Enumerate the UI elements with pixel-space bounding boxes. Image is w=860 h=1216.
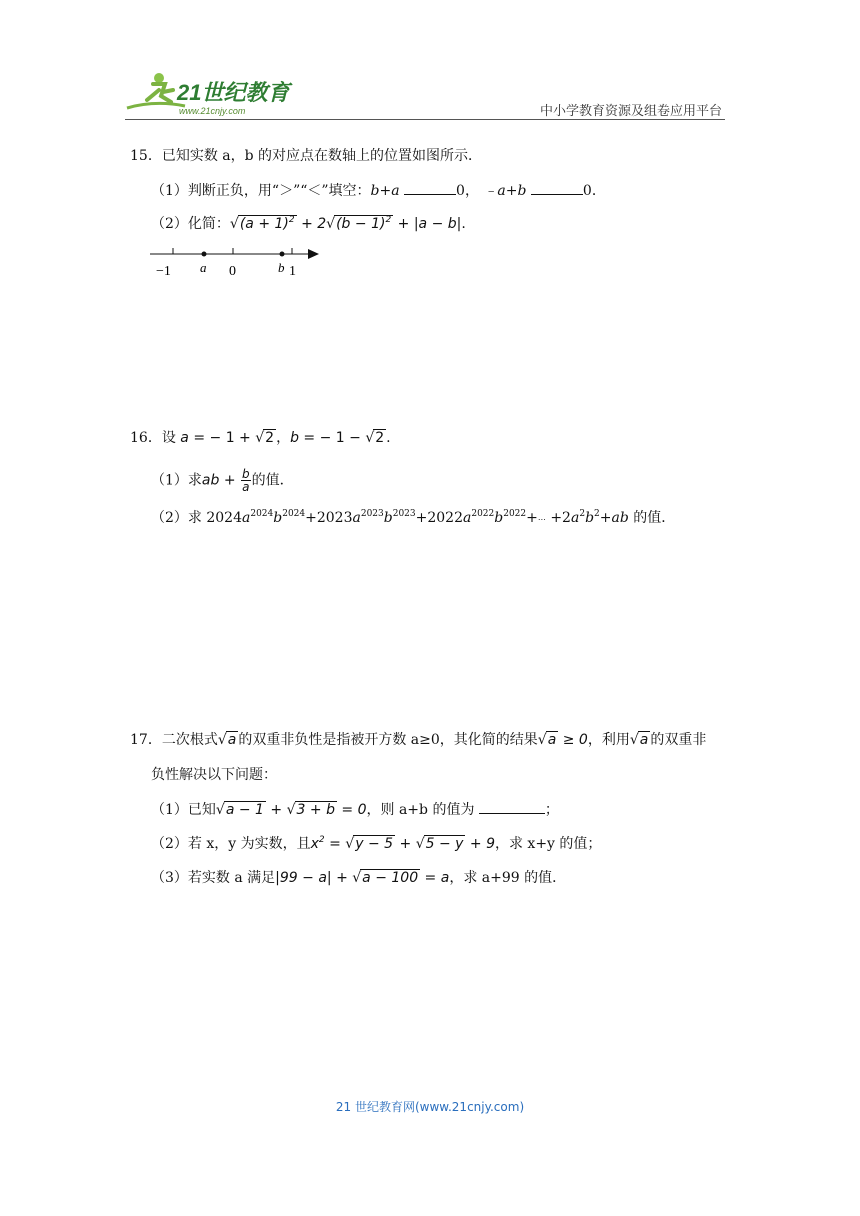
q15-blank2[interactable] (531, 180, 583, 195)
q17-blank1[interactable] (479, 799, 545, 814)
q17-line1-a: 17．二次根式 (130, 732, 218, 748)
q17-part1: （1）已知√a − 1 + √3 + b = 0，则 a+b 的值为 ； (151, 799, 559, 820)
q16-part1-prefix: （1）求 (151, 472, 202, 489)
q17-line1-d: 的双重非 (650, 732, 707, 748)
page-header (0, 0, 860, 120)
q15-expr1: b+a (370, 183, 400, 199)
q17-line1-c: ，利用 (587, 732, 630, 748)
svg-text:www.21cnjy.com: www.21cnjy.com (179, 106, 246, 116)
q15-part1-prefix: （1）判断正负，用“＞”“＜”填空： (151, 183, 371, 199)
q15-blank1[interactable] (404, 180, 456, 195)
nl-label-neg1: −1 (156, 264, 171, 279)
q17-part3-end: ，求 a+99 的值． (449, 870, 567, 886)
q15-zero2: 0． (582, 183, 606, 199)
q17-part1-prefix: （1）已知 (151, 802, 216, 818)
q15-expr2: ﹣a+b (483, 183, 527, 199)
page-footer[interactable]: 21 世纪教育网(www.21cnjy.com) (335, 1100, 525, 1114)
q17-part3-prefix: （3）若实数 a 满足 (151, 870, 276, 886)
q17-line1-b: 的双重非负性是指被开方数 a≥0，其化简的结果 (238, 732, 538, 748)
q16-part1: （1）求ab + $\frac{b}{a}$ 的值． (151, 467, 294, 494)
q17-part3: （3）若实数 a 满足|99 − a| + √a − 100 = a，求 a+99 的值． (151, 870, 567, 886)
nl-label-1: 1 (289, 264, 296, 279)
q15-stem: 15．已知实数 a，b 的对应点在数轴上的位置如图所示． (130, 148, 483, 164)
q15-zero1: 0， (456, 183, 479, 199)
q17-part2: （2）若 x，y 为实数，且$x^2 = √y - 5 + √5 - y + 9$，求 x+y 的值； (151, 835, 602, 852)
q16-stem: 16．设 a = − 1 + √2 ，b = − 1 − √2 . (130, 430, 391, 446)
logo-icon (125, 70, 295, 118)
q17-part2-prefix: （2）若 x，y 为实数，且 (151, 836, 311, 852)
q17-line2: 负性解决以下问题： (151, 767, 277, 783)
nl-label-b: b (278, 260, 285, 275)
q16-fraction: $\frac{b}{a}$ (242, 467, 250, 494)
header-platform-text: 中小学教育资源及组卷应用平台 (539, 104, 722, 119)
q17-part2-end: ，求 x+y 的值； (494, 836, 602, 852)
header-divider (125, 119, 725, 120)
q16-part2: （2）求 $2024a^{2024}b^{2024}+2023a^{2023}b^{2023}+2022a^{2022}b^{2022}+\cdots +2a^2b^2+ab$ 的值． (151, 509, 676, 526)
nl-label-a: a (200, 260, 207, 275)
q16-part1-suffix: 的值． (251, 472, 294, 489)
q17-part1-mid: ，则 a+b 的值为 (366, 802, 475, 818)
nl-label-0: 0 (229, 264, 236, 279)
number-line (148, 244, 323, 280)
q15-part1 (151, 180, 606, 201)
q15-part2: （2）化简：$√(a + 1)^2 + 2√(b - 1)^2 + |a - b|$. (151, 215, 466, 232)
q16-stem-prefix: 16．设 (130, 430, 176, 446)
q17-part1-end: ； (544, 802, 559, 818)
svg-text:21世纪教育: 21世纪教育 (177, 80, 290, 105)
q17-line1: 17．二次根式√a 的双重非负性是指被开方数 a≥0，其化简的结果√a ≥ 0，利用√a 的双重非 (130, 732, 707, 748)
q15-part2-prefix: （2）化简： (151, 216, 230, 232)
